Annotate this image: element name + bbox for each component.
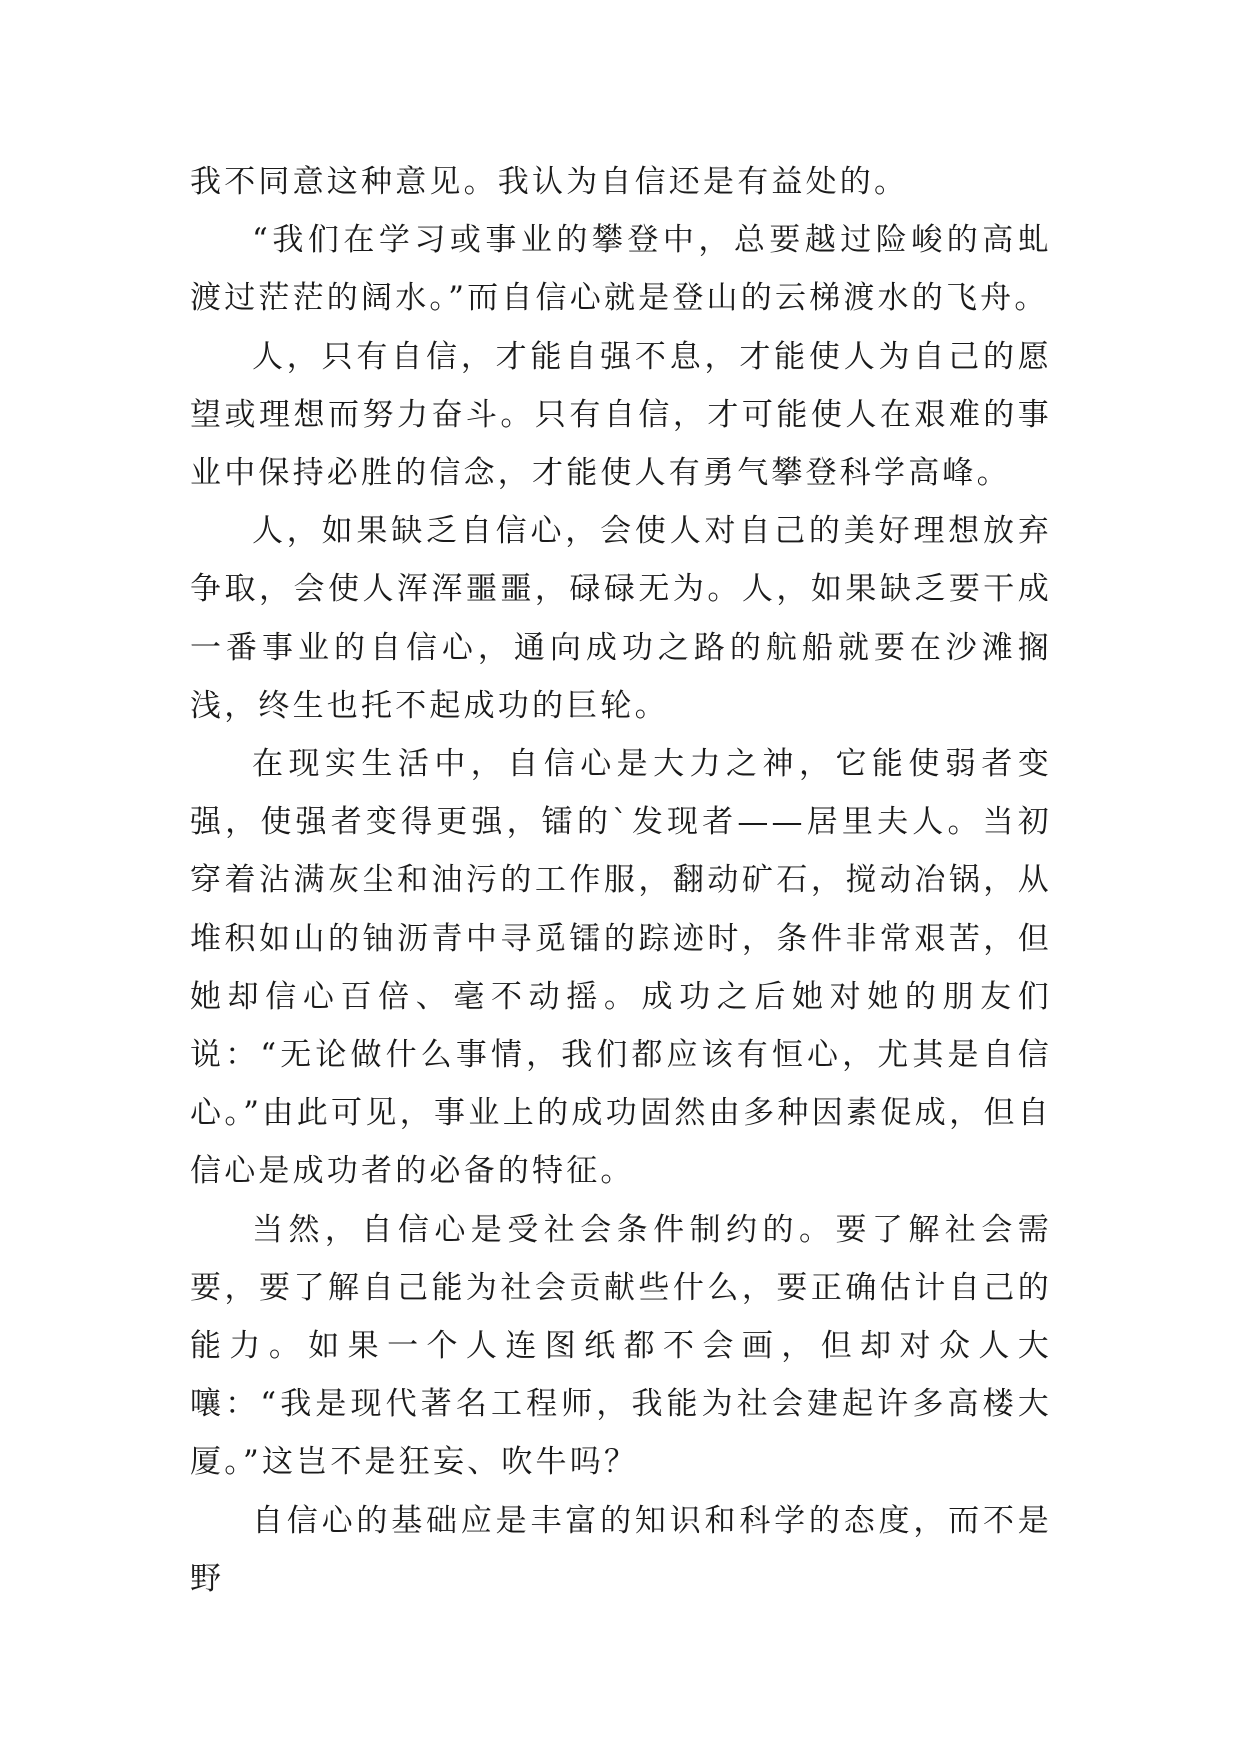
paragraph: 在现实生活中，自信心是大力之神，它能使弱者变强，使强者变得更强，镭的`发现者——居里夫人。当初穿着沾满灰尘和油污的工作服，翻动矿石，搅动冶锅，从堆积如山的铀沥青中寻觅镭的踪迹时，条件非常艰苦，但她却信心百倍、毫不动摇。成功之后她对她的朋友们说：“无论做什么事情，我们都应该有恒心，尤其是自信心。”由此可见，事业上的成功固然由多种因素促成，但自信心是成功者的必备的特征。 xyxy=(190,746,1052,1190)
document-body xyxy=(190,153,1052,1608)
paragraph: “我们在学习或事业的攀登中，总要越过险峻的高虬渡过茫茫的阔水。”而自信心就是登山的云梯渡水的飞舟。 xyxy=(190,222,1052,317)
paragraph: 自信心的基础应是丰富的知识和科学的态度，而不是野 xyxy=(190,1502,1052,1597)
paragraph: 我不同意这种意见。我认为自信还是有益处的。 xyxy=(190,164,909,200)
paragraph: 人，只有自信，才能自强不息，才能使人为自己的愿望或理想而努力奋斗。只有自信，才可能使人在艰难的事业中保持必胜的信念，才能使人有勇气攀登科学高峰。 xyxy=(190,338,1052,492)
paragraph: 当然，自信心是受社会条件制约的。要了解社会需要，要了解自己能为社会贡献些什么，要正确估计自己的能力。如果一个人连图纸都不会画，但却对众人大嚷：“我是现代著名工程师，我能为社会建起许多高楼大厦。”这岂不是狂妄、吹牛吗？ xyxy=(190,1211,1052,1481)
paragraph: 人，如果缺乏自信心，会使人对自己的美好理想放弃争取，会使人浑浑噩噩，碌碌无为。人，如果缺乏要干成一番事业的自信心，通向成功之路的航船就要在沙滩搁浅，终生也托不起成功的巨轮。 xyxy=(190,513,1052,724)
